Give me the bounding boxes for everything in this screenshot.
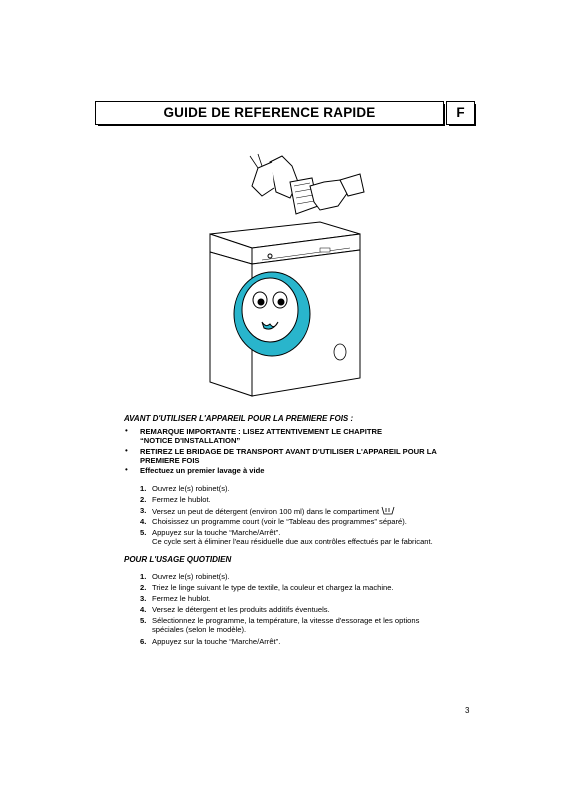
page-title: GUIDE DE REFERENCE RAPIDE: [163, 105, 376, 120]
step-number: 3.: [140, 594, 147, 603]
step-number: 5.: [140, 528, 147, 537]
bullet-icon: •: [125, 446, 128, 455]
daily-step-4: Versez le détergent et les produits additifs éventuels.: [152, 605, 330, 614]
hands-holding-manual-icon: [250, 154, 364, 214]
step-number: 4.: [140, 605, 147, 614]
bullet-1: REMARQUE IMPORTANTE : LISEZ ATTENTIVEMENT LE CHAPITRE “NOTICE D'INSTALLATION”: [140, 427, 383, 445]
first-use-step-2: Fermez le hublot.: [152, 495, 211, 504]
page-number: 3: [465, 706, 470, 715]
first-use-step-1: Ouvrez le(s) robinet(s).: [152, 484, 230, 493]
language-box: [446, 101, 475, 125]
step-number: 6.: [140, 637, 147, 646]
header-title-box: [95, 101, 444, 125]
daily-step-6: Appuyez sur la touche “Marche/Arrêt”.: [152, 637, 281, 646]
first-use-step-3: Versez un peut de détergent (environ 100 ml) dans le compartiment: [152, 506, 452, 516]
language-code: F: [456, 105, 465, 120]
step-number: 1.: [140, 572, 147, 581]
bullet-2: RETIREZ LE BRIDAGE DE TRANSPORT AVANT D'UTILISER L'APPAREIL POUR LA PREMIERE FOIS: [140, 447, 437, 465]
washer-knob: [334, 344, 346, 360]
daily-step-3: Fermez le hublot.: [152, 594, 211, 603]
bullet-3: Effectuez un premier lavage à vide: [140, 466, 265, 475]
first-use-step-4: Choisissez un programme court (voir le “Tableau des programmes” séparé).: [152, 517, 407, 526]
washer-door-face: [234, 272, 310, 356]
daily-step-2: Triez le linge suivant le type de textile, la couleur et chargez la machine.: [152, 583, 394, 592]
first-use-step-5: Appuyez sur la touche “Marche/Arrêt”. Ce cycle sert à éliminer l'eau résiduelle due aux contrôles effectués par le fabricant.: [152, 528, 433, 546]
step-number: 4.: [140, 517, 147, 526]
step-number: 2.: [140, 495, 147, 504]
step-number: 1.: [140, 484, 147, 493]
washing-machine-illustration: [200, 152, 370, 397]
step-number: 2.: [140, 583, 147, 592]
bullet-icon: •: [125, 426, 128, 435]
daily-step-1: Ouvrez le(s) robinet(s).: [152, 572, 230, 581]
first-use-heading: AVANT D'UTILISER L'APPAREIL POUR LA PREMIERE FOIS :: [124, 414, 354, 423]
step-number: 3.: [140, 506, 147, 515]
daily-step-5: Sélectionnez le programme, la température, la vitesse d'essorage et les options spéciales (selon le modèle).: [152, 616, 420, 634]
step-number: 5.: [140, 616, 147, 625]
daily-use-heading: POUR L'USAGE QUOTIDIEN: [124, 555, 232, 564]
bullet-icon: •: [125, 465, 128, 474]
detergent-compartment-icon: [381, 506, 395, 515]
